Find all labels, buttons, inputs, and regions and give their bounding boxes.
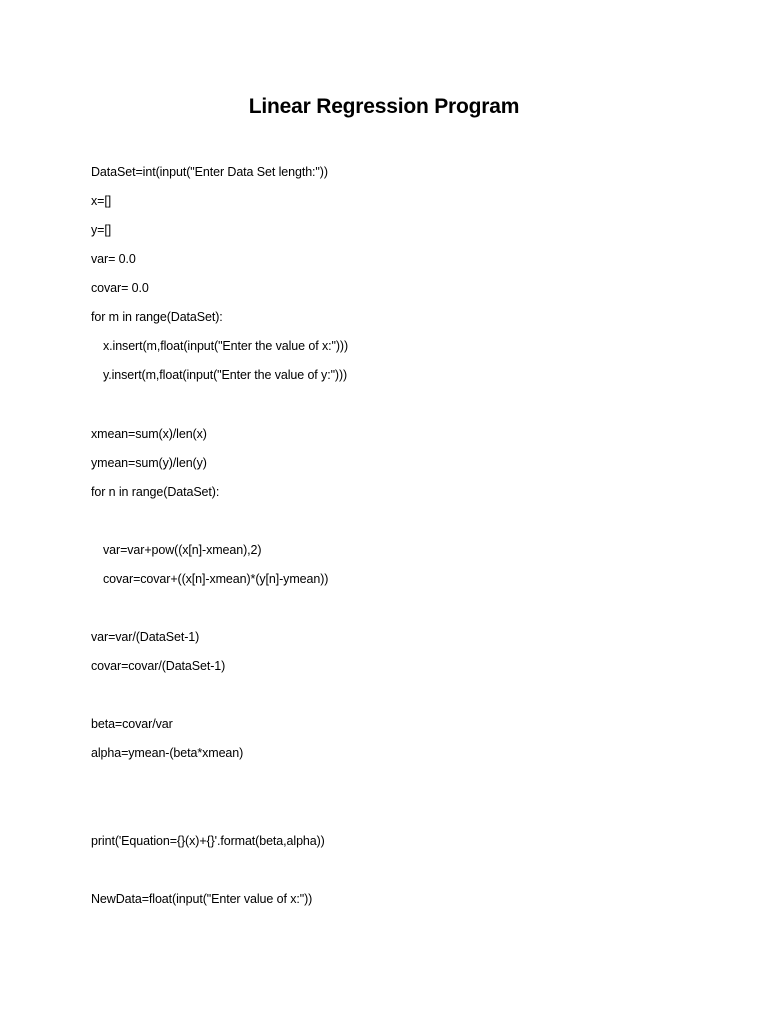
code-line: var=var/(DataSet-1): [91, 630, 200, 644]
code-line: for m in range(DataSet):: [91, 310, 223, 324]
code-line: ymean=sum(y)/len(y): [91, 456, 207, 470]
document-title: Linear Regression Program: [248, 95, 520, 118]
code-line: covar= 0.0: [91, 281, 149, 295]
code-line: covar=covar+((x[n]-xmean)*(y[n]-ymean)): [103, 572, 329, 586]
code-line: beta=covar/var: [91, 717, 173, 731]
code-line: print('Equation={}(x)+{}'.format(beta,alpha)): [91, 834, 325, 848]
code-line: DataSet=int(input("Enter Data Set length:")): [91, 165, 328, 179]
code-line: var=var+pow((x[n]-xmean),2): [103, 543, 262, 557]
code-line: x.insert(m,float(input("Enter the value of x:"))): [103, 339, 349, 353]
code-line: covar=covar/(DataSet-1): [91, 659, 226, 673]
code-line: xmean=sum(x)/len(x): [91, 427, 207, 441]
code-line: NewData=float(input("Enter value of x:")): [91, 892, 313, 906]
code-line: x=[]: [91, 194, 112, 208]
code-line: y=[]: [91, 223, 112, 237]
code-line: for n in range(DataSet):: [91, 485, 220, 499]
code-line: y.insert(m,float(input("Enter the value of y:"))): [103, 368, 348, 382]
code-line: alpha=ymean-(beta*xmean): [91, 746, 244, 760]
code-line: var= 0.0: [91, 252, 136, 266]
